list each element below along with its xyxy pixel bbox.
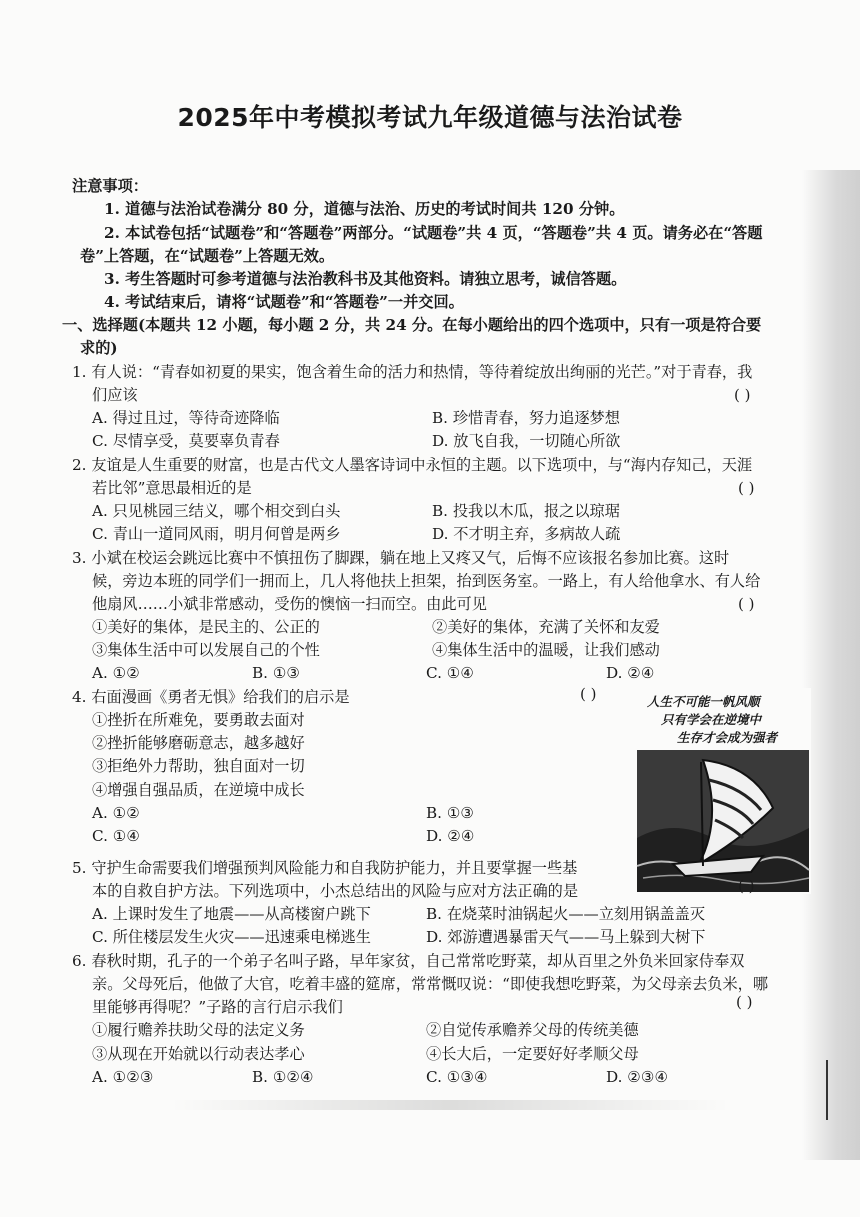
option-b: B. ①③ (252, 664, 301, 682)
option-c: C. 所住楼层发生火灾——迅速乘电梯逃生 (92, 928, 371, 946)
statement-1: ①挫折在所难免，要勇敢去面对 (92, 711, 305, 729)
option-c: C. ①③④ (426, 1068, 488, 1086)
question-stem: 他扇风……小斌非常感动，受伤的懊恼一扫而空。由此可见 (92, 595, 487, 613)
question-stem: 亲。父母死后，他做了大官，吃着丰盛的筵席，常常慨叹说：“即使我想吃野菜，为父母亲去负米，哪 (92, 975, 769, 993)
option-d: D. ②④ (426, 827, 475, 845)
statement-2: ②自觉传承赡养父母的传统美德 (426, 1021, 639, 1039)
notice-item: 4. 考试结束后，请将“试题卷”和“答题卷”一并交回。 (104, 293, 464, 311)
option-d: D. ②③④ (606, 1068, 669, 1086)
question-stem: 候，旁边本班的同学们一拥而上，几人将他扶上担架，抬到医务室。一路上，有人给他拿水、有人给 (92, 572, 761, 590)
option-b: B. 珍惜青春，努力追逐梦想 (432, 409, 620, 427)
notice-item: 2. 本试卷包括“试题卷”和“答题卷”两部分。“试题卷”共 4 页，“答题卷”共 4 页。请务必在“答题 (104, 224, 763, 242)
statement-3: ③从现在开始就以行动表达孝心 (92, 1045, 305, 1063)
statement-2: ②挫折能够磨砺意志，越多越好 (92, 734, 305, 752)
question-stem: 若比邻”意思最相近的是 (92, 479, 252, 497)
answer-blank: ( ) (734, 386, 751, 404)
option-a: A. 上课时发生了地震——从高楼窗户跳下 (92, 905, 371, 923)
option-d: D. 不才明主弃，多病故人疏 (432, 525, 621, 543)
cartoon-caption-3: 生存才会成为强者 (677, 730, 778, 745)
statement-2: ②美好的集体，充满了关怀和友爱 (432, 618, 660, 636)
section-heading-cont: 求的) (80, 339, 118, 357)
answer-blank: ( ) (738, 877, 755, 895)
question-stem: 5. 守护生命需要我们增强预判风险能力和自我防护能力，并且要掌握一些基 (72, 859, 578, 877)
option-c: C. ①④ (426, 664, 474, 682)
option-d: D. ②④ (606, 664, 655, 682)
answer-blank: ( ) (738, 595, 755, 613)
option-b: B. 投我以木瓜，报之以琼琚 (432, 502, 620, 520)
option-a: A. ①②③ (92, 1068, 154, 1086)
option-c: C. 青山一道同风雨，明月何曾是两乡 (92, 525, 341, 543)
statement-4: ④增强自强品质，在逆境中成长 (92, 781, 305, 799)
scan-edge-line (826, 1060, 828, 1120)
cartoon-brave-no-fear (633, 688, 811, 894)
notice-heading: 注意事项： (72, 177, 148, 195)
cartoon-caption-1: 人生不可能一帆风顺 (647, 694, 760, 709)
option-b: B. ①②④ (252, 1068, 314, 1086)
option-a: A. ①② (92, 664, 140, 682)
question-stem: 1. 有人说：“青春如初夏的果实，饱含着生命的活力和热情，等待着绽放出绚丽的光芒。”对于青春，我 (72, 363, 753, 381)
question-stem: 6. 春秋时期，孔子的一个弟子名叫子路，早年家贫，自己常常吃野菜，却从百里之外负米回家侍奉双 (72, 952, 745, 970)
option-c: C. ①④ (92, 827, 140, 845)
question-stem: 本的自救自护方法。下列选项中，小杰总结出的风险与应对方法正确的是 (92, 882, 578, 900)
statement-4: ④集体生活中的温暖，让我们感动 (432, 641, 660, 659)
statement-1: ①美好的集体，是民主的、公正的 (92, 618, 320, 636)
answer-blank: ( ) (580, 685, 597, 703)
statement-3: ③拒绝外力帮助，独自面对一切 (92, 757, 305, 775)
question-stem: 3. 小斌在校运会跳远比赛中不慎扭伤了脚踝，躺在地上又疼又气，后悔不应该报名参加比赛。这时 (72, 549, 730, 567)
statement-4: ④长大后，一定要好好孝顺父母 (426, 1045, 639, 1063)
option-d: D. 放飞自我，一切随心所欲 (432, 432, 621, 450)
statement-1: ①履行赡养扶助父母的法定义务 (92, 1021, 305, 1039)
option-c: C. 尽情享受，莫要辜负青春 (92, 432, 280, 450)
option-a: A. ①② (92, 804, 140, 822)
section-heading: 一、选择题(本题共 12 小题，每小题 2 分，共 24 分。在每小题给出的四个选项中，只有一项是符合要 (62, 316, 762, 334)
cartoon-caption-2: 只有学会在逆境中 (661, 712, 762, 727)
page-title: 2025年中考模拟考试九年级道德与法治试卷 (177, 103, 683, 132)
question-stem: 们应该 (92, 386, 138, 404)
notice-item: 1. 道德与法治试卷满分 80 分，道德与法治、历史的考试时间共 120 分钟。 (104, 200, 625, 218)
notice-item: 卷”上答题，在“试题卷”上答题无效。 (80, 247, 335, 265)
option-b: B. ①③ (426, 804, 475, 822)
option-a: A. 只见桃园三结义，哪个相交到白头 (92, 502, 341, 520)
option-d: D. 郊游遭遇暴雷天气——马上躲到大树下 (426, 928, 706, 946)
question-stem: 里能够再得呢？”子路的言行启示我们 (92, 998, 343, 1016)
question-stem: 4. 右面漫画《勇者无惧》给我们的启示是 (72, 688, 350, 706)
option-a: A. 得过且过，等待奇迹降临 (92, 409, 280, 427)
option-b: B. 在烧菜时油锅起火——立刻用锅盖盖灭 (426, 905, 706, 923)
statement-3: ③集体生活中可以发展自己的个性 (92, 641, 320, 659)
notice-item: 3. 考生答题时可参考道德与法治教科书及其他资料。请独立思考，诚信答题。 (104, 270, 627, 288)
answer-blank: ( ) (738, 479, 755, 497)
scan-shadow (802, 170, 860, 1160)
scan-footer-smudge (170, 1100, 730, 1110)
answer-blank: ( ) (736, 993, 753, 1011)
question-stem: 2. 友谊是人生重要的财富，也是古代文人墨客诗词中永恒的主题。以下选项中，与“海内存知己，天涯 (72, 456, 753, 474)
